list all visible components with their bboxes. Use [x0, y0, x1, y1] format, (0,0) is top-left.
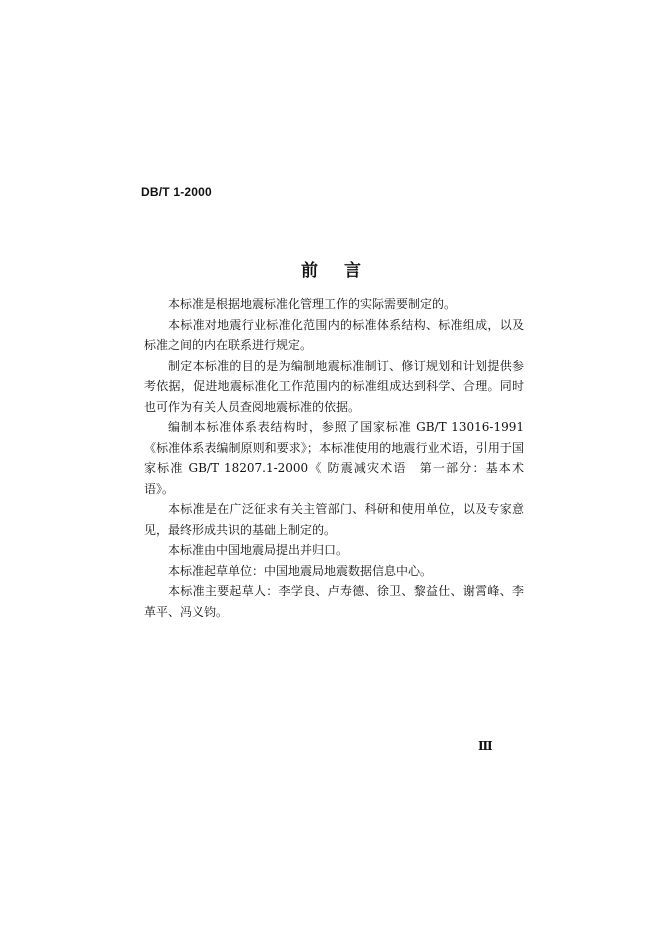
paragraph-proposer: 本标准由中国地震局提出并归口。	[168, 543, 349, 557]
paragraph-objective: 制定本标准的目的是为编制地震标准制订、修订规划和计划提供参考依据，促进地震标准化工作范围内的标准组成达到科学、合理。同时也可作为有关人员查阅地震标准的依据。	[144, 358, 524, 414]
paragraph-drafters: 本标准主要起草人：李学良、卢寿德、徐卫、黎益仕、谢霄峰、李革平、冯义钧。	[144, 584, 524, 619]
document-code: DB/T 1-2000	[141, 185, 212, 199]
paragraph-references: 编制本标准体系表结构时，参照了国家标准 GB/T 13016-1991《标准体系表编制原则和要求》；本标准使用的地震行业术语，引用于国家标准 GB/T 18207.1-2000《 防震减灾术语 第一部分：基本术语》。	[144, 420, 524, 496]
paragraph-purpose: 本标准是根据地震标准化管理工作的实际需要制定的。	[168, 297, 457, 311]
paragraph-scope: 本标准对地震行业标准化范围内的标准体系结构、标准组成，以及标准之间的内在联系进行规定。	[144, 317, 524, 352]
page-number: Ⅲ	[478, 739, 493, 753]
paragraph-consensus: 本标准是在广泛征求有关主管部门、科研和使用单位，以及专家意见，最终形成共识的基础上制定的。	[144, 502, 524, 537]
preface-body	[144, 294, 524, 622]
page-title: 前言	[301, 261, 387, 281]
paragraph-drafting-unit: 本标准起草单位：中国地震局地震数据信息中心。	[168, 563, 433, 578]
